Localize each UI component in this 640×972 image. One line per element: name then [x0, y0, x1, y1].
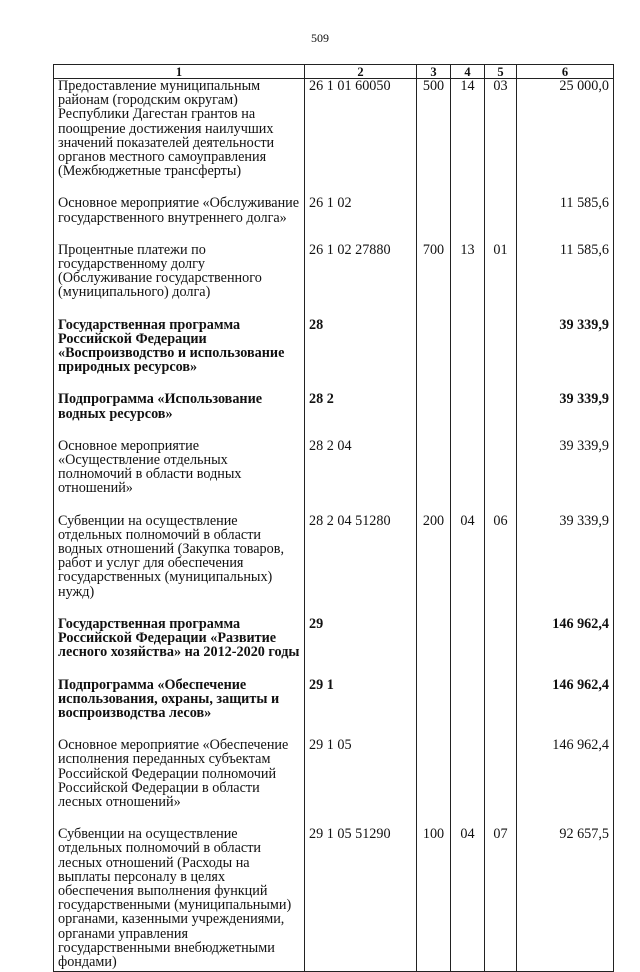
- row-spacer: [54, 421, 614, 439]
- row-spacer: [54, 969, 614, 972]
- spacer-cell: [305, 969, 417, 972]
- row-expense-type: [417, 678, 451, 721]
- spacer-cell: [417, 374, 451, 392]
- row-name: Государственная программа Российской Федерации «Развитие лесного хозяйства» на 2012-2020 годы: [54, 617, 305, 660]
- column-header-row: [54, 65, 614, 79]
- row-expense-type: [417, 738, 451, 809]
- spacer-cell: [54, 496, 305, 514]
- row-subsection: [485, 318, 517, 375]
- table-row: [54, 439, 614, 496]
- spacer-cell: [54, 178, 305, 196]
- row-section: 14: [451, 79, 485, 179]
- spacer-cell: [517, 374, 614, 392]
- row-name: Подпрограмма «Обеспечение использования, охраны, защиты и воспроизводства лесов»: [54, 678, 305, 721]
- row-name: Субвенции на осуществление отдельных полномочий в области водных отношений (Закупка товаров, работ и услуг для обеспечения государственных (муниципальных) нужд): [54, 514, 305, 599]
- row-section: [451, 318, 485, 375]
- row-amount: 92 657,5: [517, 827, 614, 969]
- spacer-cell: [417, 496, 451, 514]
- row-code: 28 2: [305, 392, 417, 420]
- spacer-cell: [451, 720, 485, 738]
- column-header: 4: [451, 65, 485, 79]
- row-subsection: [485, 617, 517, 660]
- row-name: Предоставление муниципальным районам (городским округам) Республики Дагестан грантов на поощрение достижения наилучших значений показателей деятельности органов местного самоуправления (Межбюджетные трансферты): [54, 79, 305, 179]
- row-spacer: [54, 599, 614, 617]
- row-section: [451, 678, 485, 721]
- row-amount: 25 000,0: [517, 79, 614, 179]
- row-expense-type: [417, 196, 451, 224]
- row-spacer: [54, 809, 614, 827]
- table-row: [54, 243, 614, 300]
- column-header: 2: [305, 65, 417, 79]
- row-subsection: [485, 738, 517, 809]
- spacer-cell: [305, 178, 417, 196]
- spacer-cell: [54, 421, 305, 439]
- row-name: Основное мероприятие «Осуществление отдельных полномочий в области водных отношений»: [54, 439, 305, 496]
- spacer-cell: [451, 496, 485, 514]
- row-expense-type: 100: [417, 827, 451, 969]
- spacer-cell: [305, 421, 417, 439]
- table-row: [54, 514, 614, 599]
- row-expense-type: [417, 439, 451, 496]
- spacer-cell: [517, 660, 614, 678]
- spacer-cell: [517, 421, 614, 439]
- spacer-cell: [305, 809, 417, 827]
- row-spacer: [54, 225, 614, 243]
- spacer-cell: [485, 178, 517, 196]
- row-code: 29 1 05 51290: [305, 827, 417, 969]
- spacer-cell: [417, 969, 451, 972]
- spacer-cell: [485, 374, 517, 392]
- row-amount: 146 962,4: [517, 678, 614, 721]
- spacer-cell: [417, 809, 451, 827]
- row-code: 26 1 01 60050: [305, 79, 417, 179]
- spacer-cell: [54, 374, 305, 392]
- row-spacer: [54, 300, 614, 318]
- spacer-cell: [517, 809, 614, 827]
- row-code: 29 1: [305, 678, 417, 721]
- spacer-cell: [417, 300, 451, 318]
- table-row: [54, 738, 614, 809]
- spacer-cell: [451, 374, 485, 392]
- spacer-cell: [451, 969, 485, 972]
- row-section: [451, 738, 485, 809]
- page-number: 509: [311, 31, 329, 45]
- row-section: 04: [451, 514, 485, 599]
- row-amount: 146 962,4: [517, 617, 614, 660]
- spacer-cell: [485, 809, 517, 827]
- row-name: Основное мероприятие «Обеспечение исполнения переданных субъектам Российской Федерации полномочий Российской Федерации в области лесных отношений»: [54, 738, 305, 809]
- row-subsection: 07: [485, 827, 517, 969]
- spacer-cell: [417, 720, 451, 738]
- spacer-cell: [451, 599, 485, 617]
- spacer-cell: [485, 599, 517, 617]
- table-row: [54, 617, 614, 660]
- spacer-cell: [417, 178, 451, 196]
- spacer-cell: [517, 720, 614, 738]
- row-amount: 39 339,9: [517, 392, 614, 420]
- table-row: [54, 79, 614, 179]
- spacer-cell: [451, 660, 485, 678]
- table-row: [54, 318, 614, 375]
- spacer-cell: [54, 225, 305, 243]
- table-row: [54, 678, 614, 721]
- row-name: Государственная программа Российской Федерации «Воспроизводство и использование природных ресурсов»: [54, 318, 305, 375]
- spacer-cell: [485, 720, 517, 738]
- row-expense-type: 500: [417, 79, 451, 179]
- row-expense-type: 700: [417, 243, 451, 300]
- row-section: 13: [451, 243, 485, 300]
- row-code: 26 1 02: [305, 196, 417, 224]
- spacer-cell: [485, 969, 517, 972]
- row-amount: 39 339,9: [517, 514, 614, 599]
- row-expense-type: 200: [417, 514, 451, 599]
- spacer-cell: [305, 374, 417, 392]
- table-row: [54, 827, 614, 969]
- row-subsection: 06: [485, 514, 517, 599]
- table-row: [54, 392, 614, 420]
- spacer-cell: [417, 599, 451, 617]
- row-section: [451, 196, 485, 224]
- row-name: Субвенции на осуществление отдельных полномочий в области лесных отношений (Расходы на выплаты персоналу в целях обеспечения выполнения функций государственными (муниципальными) органами, казенными учреждениями, органами управления государственными внебюджетными фондами): [54, 827, 305, 969]
- spacer-cell: [517, 178, 614, 196]
- column-header: 6: [517, 65, 614, 79]
- spacer-cell: [305, 720, 417, 738]
- row-amount: 11 585,6: [517, 243, 614, 300]
- spacer-cell: [54, 660, 305, 678]
- column-header: 3: [417, 65, 451, 79]
- row-spacer: [54, 496, 614, 514]
- row-section: [451, 392, 485, 420]
- budget-table: [53, 64, 614, 972]
- spacer-cell: [417, 660, 451, 678]
- spacer-cell: [517, 969, 614, 972]
- row-subsection: [485, 196, 517, 224]
- column-header: 5: [485, 65, 517, 79]
- spacer-cell: [305, 225, 417, 243]
- spacer-cell: [485, 660, 517, 678]
- row-spacer: [54, 374, 614, 392]
- spacer-cell: [485, 496, 517, 514]
- spacer-cell: [305, 660, 417, 678]
- row-code: 29 1 05: [305, 738, 417, 809]
- spacer-cell: [517, 599, 614, 617]
- row-amount: 39 339,9: [517, 439, 614, 496]
- row-amount: 146 962,4: [517, 738, 614, 809]
- row-section: 04: [451, 827, 485, 969]
- row-subsection: [485, 678, 517, 721]
- spacer-cell: [54, 720, 305, 738]
- row-spacer: [54, 660, 614, 678]
- row-subsection: 01: [485, 243, 517, 300]
- row-code: 28: [305, 318, 417, 375]
- row-code: 28 2 04 51280: [305, 514, 417, 599]
- spacer-cell: [451, 178, 485, 196]
- row-code: 26 1 02 27880: [305, 243, 417, 300]
- row-expense-type: [417, 318, 451, 375]
- row-section: [451, 617, 485, 660]
- row-subsection: [485, 392, 517, 420]
- column-header: 1: [54, 65, 305, 79]
- row-amount: 11 585,6: [517, 196, 614, 224]
- spacer-cell: [517, 225, 614, 243]
- spacer-cell: [451, 300, 485, 318]
- row-subsection: 03: [485, 79, 517, 179]
- row-expense-type: [417, 617, 451, 660]
- row-name: Подпрограмма «Использование водных ресурсов»: [54, 392, 305, 420]
- row-spacer: [54, 720, 614, 738]
- spacer-cell: [417, 225, 451, 243]
- spacer-cell: [485, 421, 517, 439]
- spacer-cell: [417, 421, 451, 439]
- spacer-cell: [517, 496, 614, 514]
- spacer-cell: [54, 300, 305, 318]
- row-section: [451, 439, 485, 496]
- spacer-cell: [54, 599, 305, 617]
- spacer-cell: [305, 496, 417, 514]
- spacer-cell: [54, 809, 305, 827]
- row-code: 28 2 04: [305, 439, 417, 496]
- spacer-cell: [305, 599, 417, 617]
- row-amount: 39 339,9: [517, 318, 614, 375]
- spacer-cell: [451, 225, 485, 243]
- row-name: Основное мероприятие «Обслуживание государственного внутреннего долга»: [54, 196, 305, 224]
- spacer-cell: [451, 421, 485, 439]
- row-spacer: [54, 178, 614, 196]
- spacer-cell: [451, 809, 485, 827]
- row-subsection: [485, 439, 517, 496]
- row-expense-type: [417, 392, 451, 420]
- spacer-cell: [305, 300, 417, 318]
- spacer-cell: [485, 225, 517, 243]
- table-row: [54, 196, 614, 224]
- row-code: 29: [305, 617, 417, 660]
- spacer-cell: [517, 300, 614, 318]
- row-name: Процентные платежи по государственному долгу (Обслуживание государственного (муниципального) долга): [54, 243, 305, 300]
- spacer-cell: [54, 969, 305, 972]
- spacer-cell: [485, 300, 517, 318]
